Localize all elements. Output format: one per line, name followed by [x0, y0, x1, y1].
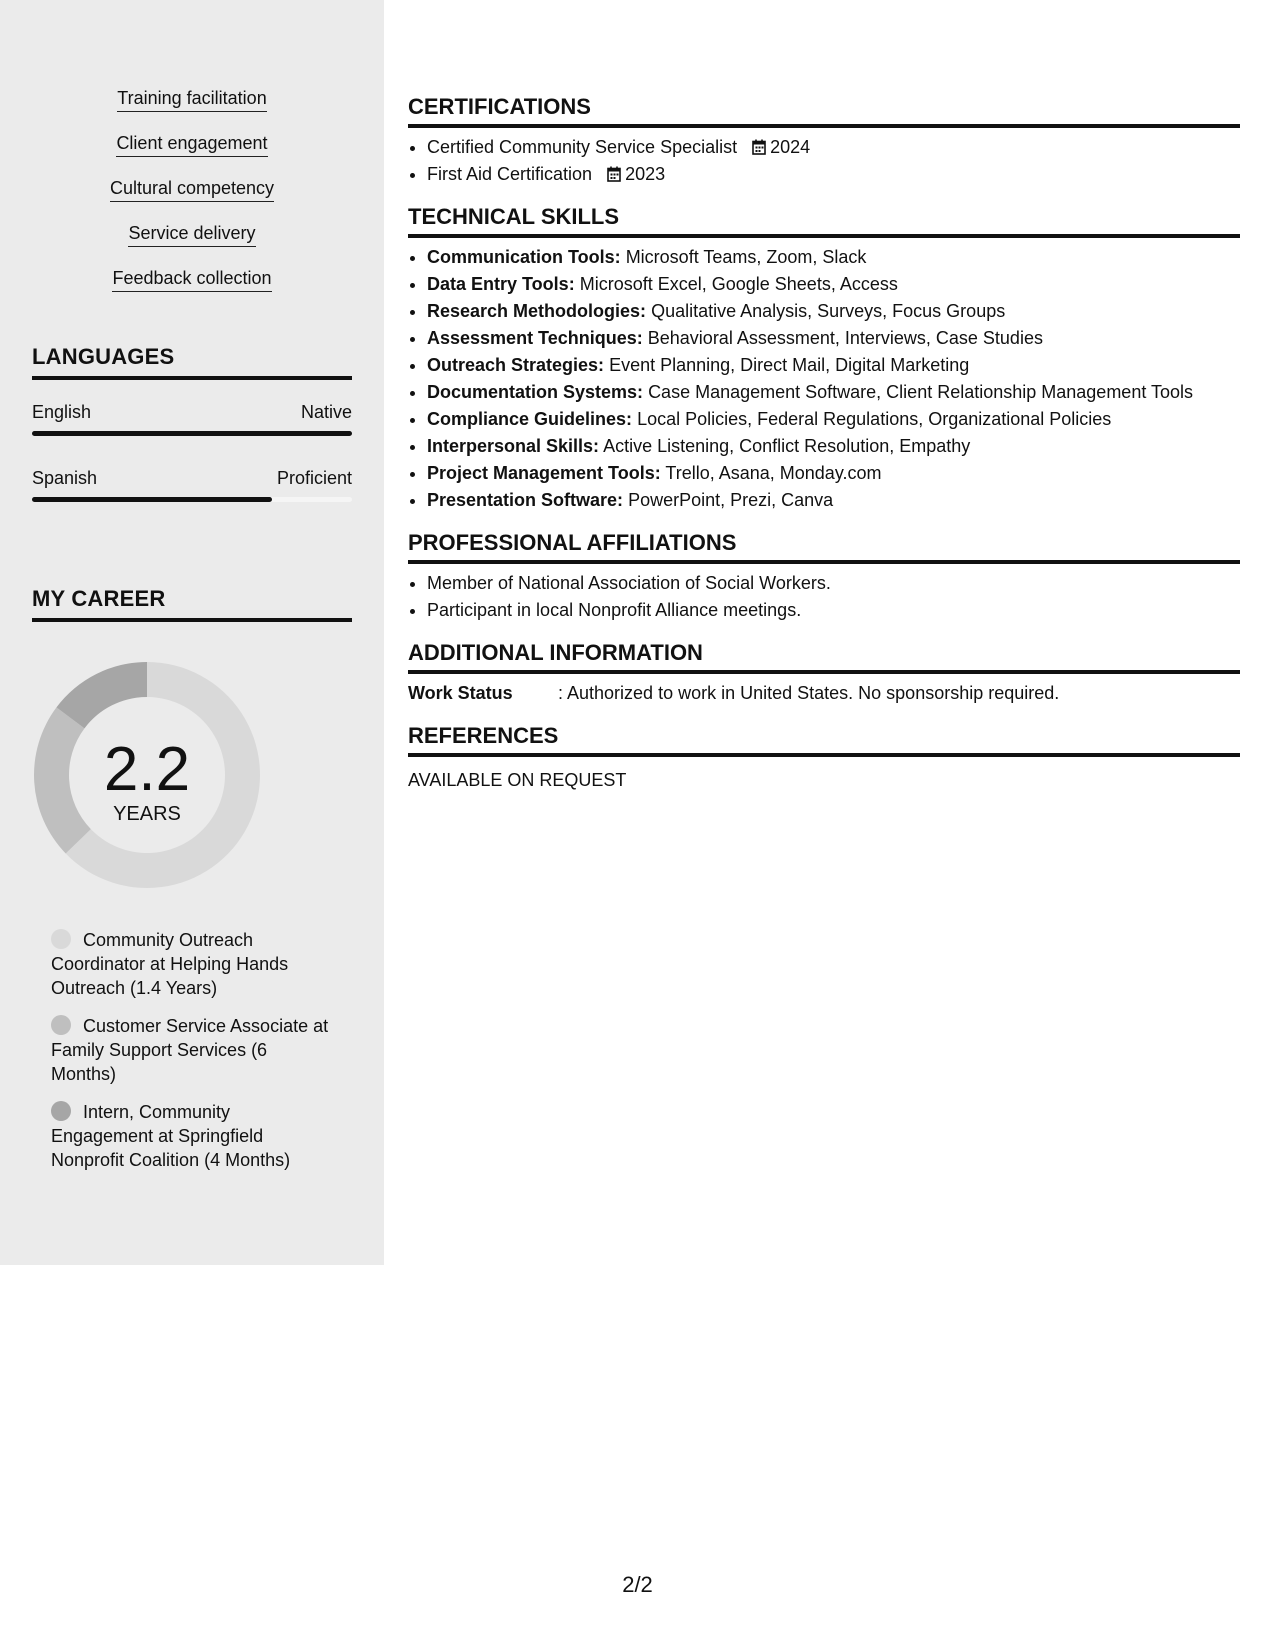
technical-skill-item [427, 406, 1240, 433]
career-total-value: 2.2 [103, 735, 191, 804]
certifications-heading: CERTIFICATIONS [408, 94, 1240, 128]
legend-dot [51, 1015, 71, 1035]
career-legend-item [51, 1100, 336, 1172]
career-legend-label: Community Outreach Coordinator at Helping Hands Outreach (1.4 Years) [51, 930, 289, 998]
skill-category: Compliance Guidelines: [427, 409, 633, 429]
technical-skill-item [427, 460, 1240, 487]
skill-category: Research Methodologies: [427, 301, 647, 321]
technical-skill-item [427, 352, 1240, 379]
career-legend [51, 928, 336, 1186]
technical-skill-item [427, 271, 1240, 298]
career-heading: MY CAREER [32, 586, 352, 622]
calendar-icon [752, 139, 766, 155]
technical-skill-item [427, 298, 1240, 325]
skill-category: Presentation Software: [427, 490, 624, 510]
technical-skill-item [427, 487, 1240, 514]
legend-dot [51, 929, 71, 949]
skill-values: Microsoft Excel, Google Sheets, Access [579, 274, 898, 294]
skill-values: Qualitative Analysis, Surveys, Focus Groups [651, 301, 1006, 321]
skill-values: Microsoft Teams, Zoom, Slack [625, 247, 867, 267]
skill-values: Event Planning, Direct Mail, Digital Marketing [609, 355, 970, 375]
skill-tag: Feedback collection [112, 266, 271, 292]
calendar-icon [607, 166, 621, 182]
main-content [408, 94, 1240, 810]
skill-category: Outreach Strategies: [427, 355, 605, 375]
certification-item [427, 134, 1240, 161]
certifications-section [408, 94, 1240, 188]
certification-item [427, 161, 1240, 188]
affiliation-item: • Participant in local Nonprofit Alliance meetings. [427, 597, 1240, 624]
work-status-row [408, 680, 1240, 707]
language-level: Native [300, 402, 352, 422]
skills-list [32, 0, 352, 311]
career-legend-label: Intern, Community Engagement at Springfield Nonprofit Coalition (4 Months) [51, 1102, 291, 1170]
skill-values: Active Listening, Conflict Resolution, Empathy [603, 436, 971, 456]
language-item [32, 402, 352, 436]
language-bar [32, 431, 352, 436]
certification-name: First Aid Certification [427, 164, 593, 184]
career-legend-item [51, 928, 336, 1000]
work-status-value: : Authorized to work in United States. No sponsorship required. [558, 683, 1060, 703]
references-section [408, 723, 1240, 794]
technical-skills-section [408, 204, 1240, 514]
skill-category: Communication Tools: [427, 247, 621, 267]
career-legend-label: Customer Service Associate at Family Support Services (6 Months) [51, 1016, 329, 1084]
skill-values: PowerPoint, Prezi, Canva [628, 490, 834, 510]
career-total-unit: YEARS [113, 803, 181, 825]
donut-center [32, 660, 262, 890]
technical-skill-item [427, 244, 1240, 271]
language-bar-fill [32, 497, 272, 502]
skill-tag: Client engagement [116, 131, 267, 157]
certification-name: Certified Community Service Specialist [427, 137, 738, 157]
references-heading: REFERENCES [408, 723, 1240, 757]
page-number: 2/2 [622, 1572, 653, 1597]
affiliations-heading: PROFESSIONAL AFFILIATIONS [408, 530, 1240, 564]
affiliations-section [408, 530, 1240, 624]
additional-info-section [408, 640, 1240, 707]
language-level: Proficient [276, 468, 352, 488]
additional-info-heading: ADDITIONAL INFORMATION [408, 640, 1240, 674]
affiliation-item: • Member of National Association of Social Workers. [427, 570, 1240, 597]
languages-heading: LANGUAGES [32, 344, 352, 380]
career-section [32, 586, 352, 622]
technical-skill-item [427, 325, 1240, 352]
skill-category: Assessment Techniques: [427, 328, 643, 348]
skill-values: Behavioral Assessment, Interviews, Case Studies [647, 328, 1043, 348]
skill-category: Data Entry Tools: [427, 274, 575, 294]
technical-skill-item [427, 433, 1240, 460]
references-text: AVAILABLE ON REQUEST [408, 770, 627, 790]
skill-tag: Training facilitation [117, 86, 266, 112]
skill-tag: Service delivery [128, 221, 255, 247]
skill-values: Local Policies, Federal Regulations, Organizational Policies [637, 409, 1112, 429]
skill-category: Interpersonal Skills: [427, 436, 600, 456]
language-name: English [32, 402, 92, 422]
work-status-label: Work Status [408, 683, 513, 703]
language-bar-fill [32, 431, 352, 436]
skill-values: Case Management Software, Client Relationship Management Tools [648, 382, 1194, 402]
certification-year: 2023 [625, 164, 666, 184]
skill-category: Project Management Tools: [427, 463, 661, 483]
certification-year: 2024 [770, 137, 811, 157]
language-bar [32, 497, 352, 502]
career-legend-item [51, 1014, 336, 1086]
career-donut-chart [32, 660, 262, 890]
legend-dot [51, 1101, 71, 1121]
language-item [32, 468, 352, 502]
skill-values: Trello, Asana, Monday.com [665, 463, 882, 483]
technical-skills-heading: TECHNICAL SKILLS [408, 204, 1240, 238]
technical-skill-item [427, 379, 1240, 406]
language-name: Spanish [32, 468, 98, 488]
skill-tag: Cultural competency [110, 176, 274, 202]
languages-section [32, 344, 352, 502]
skill-category: Documentation Systems: [427, 382, 644, 402]
